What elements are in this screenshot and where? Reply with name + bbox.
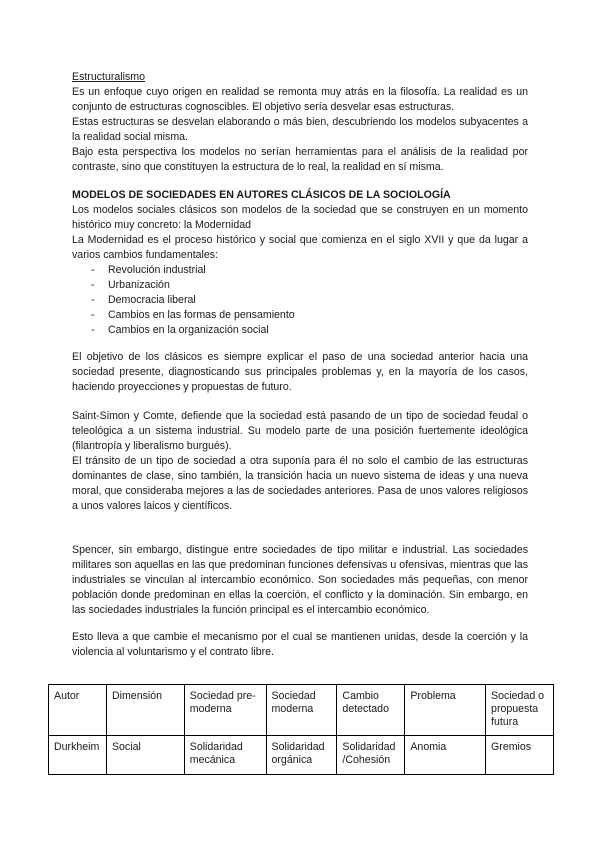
list-item [72, 323, 528, 338]
paragraph: Los modelos sociales clásicos son modelos de la sociedad que se construyen en un momento histórico muy concreto: la Modernidad [72, 204, 528, 231]
table-header-cell: Problema [405, 685, 486, 736]
paragraph: La Modernidad es el proceso histórico y social que comienza en el siglo XVII y que da lugar a varios cambios fundamentales: [72, 234, 528, 261]
table-cell: Solidaridad /Cohesión [337, 736, 405, 775]
list-item-text: Revolución industrial [108, 264, 206, 276]
table-header-cell: Dimensión [106, 685, 184, 736]
list-item [72, 293, 528, 308]
list-item-text: Cambios en las formas de pensamiento [108, 309, 295, 321]
paragraph: El objetivo de los clásicos es siempre explicar el paso de una sociedad anterior hacia una sociedad presente, diagnosticando sus principales problemas y, en la mayoría de los casos, haciendo proyecciones y propuestas de futuro. [72, 351, 528, 393]
list-item-text: Cambios en la organización social [108, 324, 269, 336]
section-title-estructuralismo: Estructuralismo [72, 71, 145, 83]
list-item [72, 278, 528, 293]
table-cell: Solidaridad mecánica [184, 736, 266, 775]
list-item [72, 263, 528, 278]
paragraph: Bajo esta perspectiva los modelos no serían herramientas para el análisis de la realidad por contraste, sino que constituyen la estructura de lo real, la realidad en sí misma. [72, 146, 528, 173]
paragraph: Estas estructuras se desvelan elaborando o más bien, descubriendo los modelos subyacentes a la realidad social misma. [72, 116, 528, 143]
section-heading: MODELOS DE SOCIEDADES EN AUTORES CLÁSICOS DE LA SOCIOLOGÍA [72, 189, 451, 201]
table-row [49, 736, 554, 775]
paragraph: Esto lleva a que cambie el mecanismo por el cual se mantienen unidas, desde la coerción y la violencia al voluntarismo y el contrato libre. [72, 631, 528, 658]
list-item-text: Democracia liberal [108, 294, 196, 306]
paragraph: Es un enfoque cuyo origen en realidad se remonta muy atrás en la filosofía. La realidad es un conjunto de estructuras cognoscibles. El objetivo sería desvelar esas estructuras. [72, 86, 528, 113]
paragraph: El tránsito de un tipo de sociedad a otra suponía para él no solo el cambio de las estructuras dominantes de clase, sino también, la transición hacia un nuevo sistema de ideas y una nueva moral, que consideraba mejores a las de sociedades anteriores. Pasa de unos valores religiosos a unos valores laicos y científicos. [72, 455, 528, 512]
table-cell: Gremios [486, 736, 554, 775]
table-cell: Anomia [405, 736, 486, 775]
bullet-list [72, 263, 528, 338]
paragraph: Spencer, sin embargo, distingue entre sociedades de tipo militar e industrial. Las sociedades militares son aquellas en las que predominan funciones defensivas u ofensivas, mientras que las industriales se vinculan al intercambio económico. Son sociedades más pequeñas, con menor población donde predominan en ellas la coerción, el conflicto y la dominación. Sin embargo, en las sociedades industriales la función principal es el intercambio económico. [72, 544, 528, 616]
summary-table [48, 684, 554, 775]
table-cell: Durkheim [49, 736, 107, 775]
table-header-row [49, 685, 554, 736]
list-item-text: Urbanización [108, 279, 170, 291]
table-header-cell: Sociedad o propuesta futura [486, 685, 554, 736]
table-cell: Solidaridad orgánica [266, 736, 337, 775]
table-header-cell: Sociedad moderna [266, 685, 337, 736]
list-item [72, 308, 528, 323]
table-header-cell: Cambio detectado [337, 685, 405, 736]
table-header-cell: Autor [49, 685, 107, 736]
paragraph: Saint-Simon y Comte, defiende que la sociedad está pasando de un tipo de sociedad feudal o teleológica a un sistema industrial. Su modelo parte de una posición fuertemente ideológica (filantropía y liberalismo burgués). [72, 410, 528, 452]
table-header-cell: Sociedad pre-moderna [184, 685, 266, 736]
table-cell: Social [106, 736, 184, 775]
